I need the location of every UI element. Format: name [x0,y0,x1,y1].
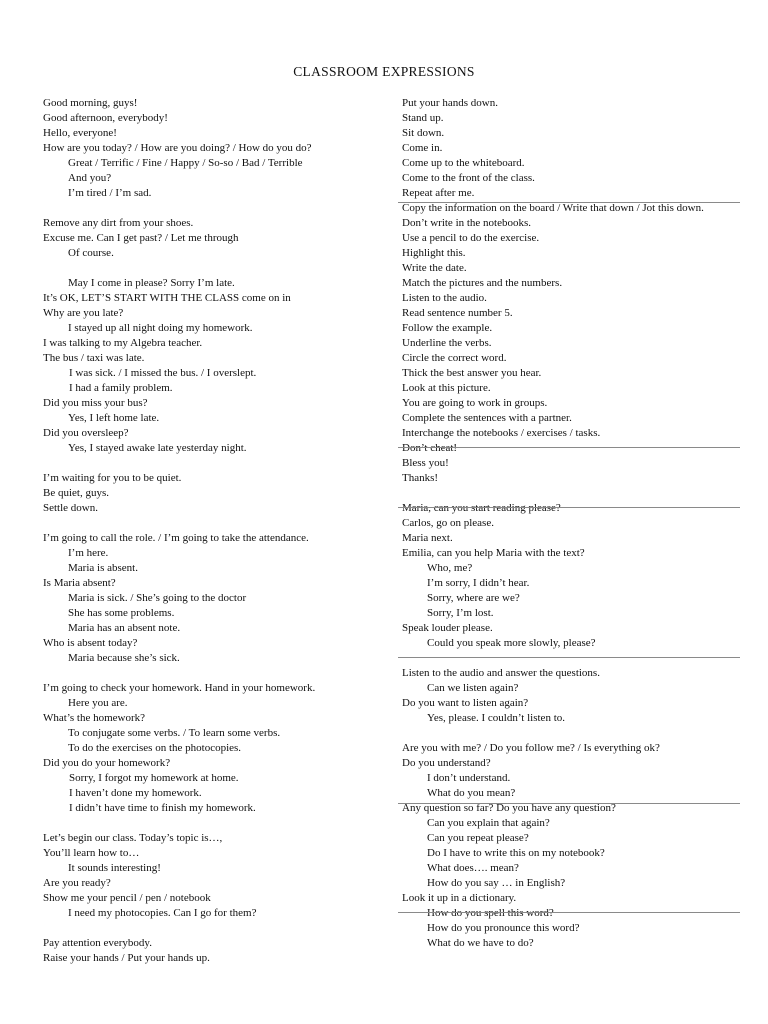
response-line: I haven’t done my homework. [69,787,202,799]
expression-line: Listen to the audio and answer the questions. [402,667,600,679]
response-line: I didn’t have time to finish my homework. [69,802,256,814]
expression-line: Repeat after me. [402,187,475,199]
expression-line: Do you want to listen again? [402,697,529,709]
expression-line: Any question so far? Do you have any question? [402,802,616,814]
expression-line: Put your hands down. [402,97,498,109]
response-line: Maria is absent. [68,562,138,574]
response-line: I’m here. [68,547,109,559]
response-line: And you? [68,172,112,184]
response-line: To do the exercises on the photocopies. [68,742,242,754]
expression-line: Follow the example. [402,322,493,334]
spacer [43,261,393,276]
right-column [402,96,742,951]
expression-line: Who is absent today? [43,637,138,649]
divider-line [398,803,740,804]
expression-line: Hello, everyone! [43,127,117,139]
response-line: Sorry, I forgot my homework at home. [69,772,239,784]
expression-line: Interchange the notebooks / exercises / tasks. [402,427,601,439]
expression-line: I’m waiting for you to be quiet. [43,472,182,484]
expression-line: Settle down. [43,502,98,514]
spacer [43,456,393,471]
response-line: I was sick. / I missed the bus. / I overslept. [69,367,257,379]
response-line: What do we have to do? [427,937,534,949]
expression-line: Use a pencil to do the exercise. [402,232,540,244]
expression-line: Good morning, guys! [43,97,138,109]
response-line: Maria has an absent note. [68,622,181,634]
expression-line: Let’s begin our class. Today’s topic is…, [43,832,223,844]
expression-line: I’m going to call the role. / I’m going to take the attendance. [43,532,309,544]
divider-line [398,507,740,508]
expression-line: What’s the homework? [43,712,146,724]
divider-line [398,447,740,448]
expression-line: Carlos, go on please. [402,517,494,529]
spacer [402,651,742,666]
expression-line: Copy the information on the board / Write that down / Jot this down. [402,202,704,214]
spacer [43,816,393,831]
expression-line: Come in. [402,142,443,154]
expression-line: The bus / taxi was late. [43,352,145,364]
response-line: It sounds interesting! [68,862,161,874]
expression-line: Stand up. [402,112,444,124]
expression-line: Write the date. [402,262,467,274]
divider-line [398,657,740,658]
expression-line: Thick the best answer you hear. [402,367,542,379]
expression-line: Don’t cheat! [402,442,458,454]
expression-line: Are you with me? / Do you follow me? / Is everything ok? [402,742,660,754]
response-line: To conjugate some verbs. / To learn some verbs. [68,727,281,739]
expression-line: Match the pictures and the numbers. [402,277,563,289]
response-line: She has some problems. [68,607,175,619]
expression-line: Complete the sentences with a partner. [402,412,572,424]
expression-line: Why are you late? [43,307,124,319]
expression-line: I’m going to check your homework. Hand in your homework. [43,682,316,694]
response-line: Great / Terrific / Fine / Happy / So-so / Bad / Terrible [68,157,303,169]
spacer [43,921,393,936]
response-line: I don’t understand. [427,772,511,784]
response-line: Of course. [68,247,114,259]
expression-line: Emilia, can you help Maria with the text? [402,547,585,559]
expression-line: Pay attention everybody. [43,937,152,949]
expression-line: Look at this picture. [402,382,491,394]
expression-line: Raise your hands / Put your hands up. [43,952,210,964]
expression-line: Maria, can you start reading please? [402,502,561,514]
response-line: Maria is sick. / She’s going to the doctor [68,592,247,604]
expression-line: Good afternoon, everybody! [43,112,168,124]
response-line: I’m tired / I’m sad. [68,187,152,199]
expression-line: Bless you! [402,457,449,469]
response-line: Yes, I stayed awake late yesterday night. [68,442,247,454]
expression-line: Underline the verbs. [402,337,492,349]
expression-line: Listen to the audio. [402,292,487,304]
expression-line: Did you oversleep? [43,427,129,439]
expression-line: You’ll learn how to… [43,847,140,859]
response-line: Yes, please. I couldn’t listen to. [427,712,565,724]
response-line: How do you spell this word? [427,907,554,919]
expression-line: Highlight this. [402,247,466,259]
response-line: Can you repeat please? [427,832,529,844]
expression-line: Thanks! [402,472,439,484]
response-line: Can we listen again? [427,682,519,694]
response-line: I’m sorry, I didn’t hear. [427,577,530,589]
expression-line: Come up to the whiteboard. [402,157,525,169]
expression-line: How are you today? / How are you doing? / How do you do? [43,142,312,154]
response-line: Maria because she’s sick. [68,652,180,664]
response-line: May I come in please? Sorry I’m late. [68,277,235,289]
divider-line [398,202,740,203]
response-line: Sorry, I’m lost. [427,607,494,619]
response-line: I had a family problem. [69,382,173,394]
divider-line [398,912,740,913]
response-line: Yes, I left home late. [68,412,160,424]
expression-line: Are you ready? [43,877,111,889]
response-line: What do you mean? [427,787,516,799]
expression-line: Sit down. [402,127,445,139]
expression-line: Be quiet, guys. [43,487,109,499]
expression-line: Remove any dirt from your shoes. [43,217,194,229]
expression-line: You are going to work in groups. [402,397,548,409]
expression-line: Do you understand? [402,757,491,769]
page-title: CLASSROOM EXPRESSIONS [293,64,475,79]
expression-line: Maria next. [402,532,453,544]
expression-line: Show me your pencil / pen / notebook [43,892,211,904]
spacer [43,666,393,681]
expression-line: Excuse me. Can I get past? / Let me through [43,232,239,244]
response-line: I stayed up all night doing my homework. [68,322,253,334]
expression-line: Circle the correct word. [402,352,507,364]
expression-line: Don’t write in the notebooks. [402,217,532,229]
response-line: How do you pronounce this word? [427,922,580,934]
spacer [43,201,393,216]
expression-line: Did you do your homework? [43,757,171,769]
response-line: Sorry, where are we? [427,592,520,604]
expression-line: Come to the front of the class. [402,172,535,184]
response-line: Could you speak more slowly, please? [427,637,596,649]
response-line: Do I have to write this on my notebook? [427,847,605,859]
spacer [402,726,742,741]
response-line: How do you say … in English? [427,877,566,889]
expression-line: Is Maria absent? [43,577,116,589]
response-line: I need my photocopies. Can I go for them? [68,907,257,919]
response-line: Here you are. [68,697,128,709]
response-line: What does…. mean? [427,862,519,874]
expression-line: Read sentence number 5. [402,307,513,319]
left-column [43,96,393,966]
spacer [43,516,393,531]
response-line: Can you explain that again? [427,817,550,829]
response-line: Who, me? [427,562,473,574]
expression-line: Speak louder please. [402,622,493,634]
spacer [402,486,742,501]
expression-line: It’s OK, LET’S START WITH THE CLASS come on in [43,292,291,304]
expression-line: Did you miss your bus? [43,397,148,409]
expression-line: I was talking to my Algebra teacher. [43,337,203,349]
expression-line: Look it up in a dictionary. [402,892,517,904]
